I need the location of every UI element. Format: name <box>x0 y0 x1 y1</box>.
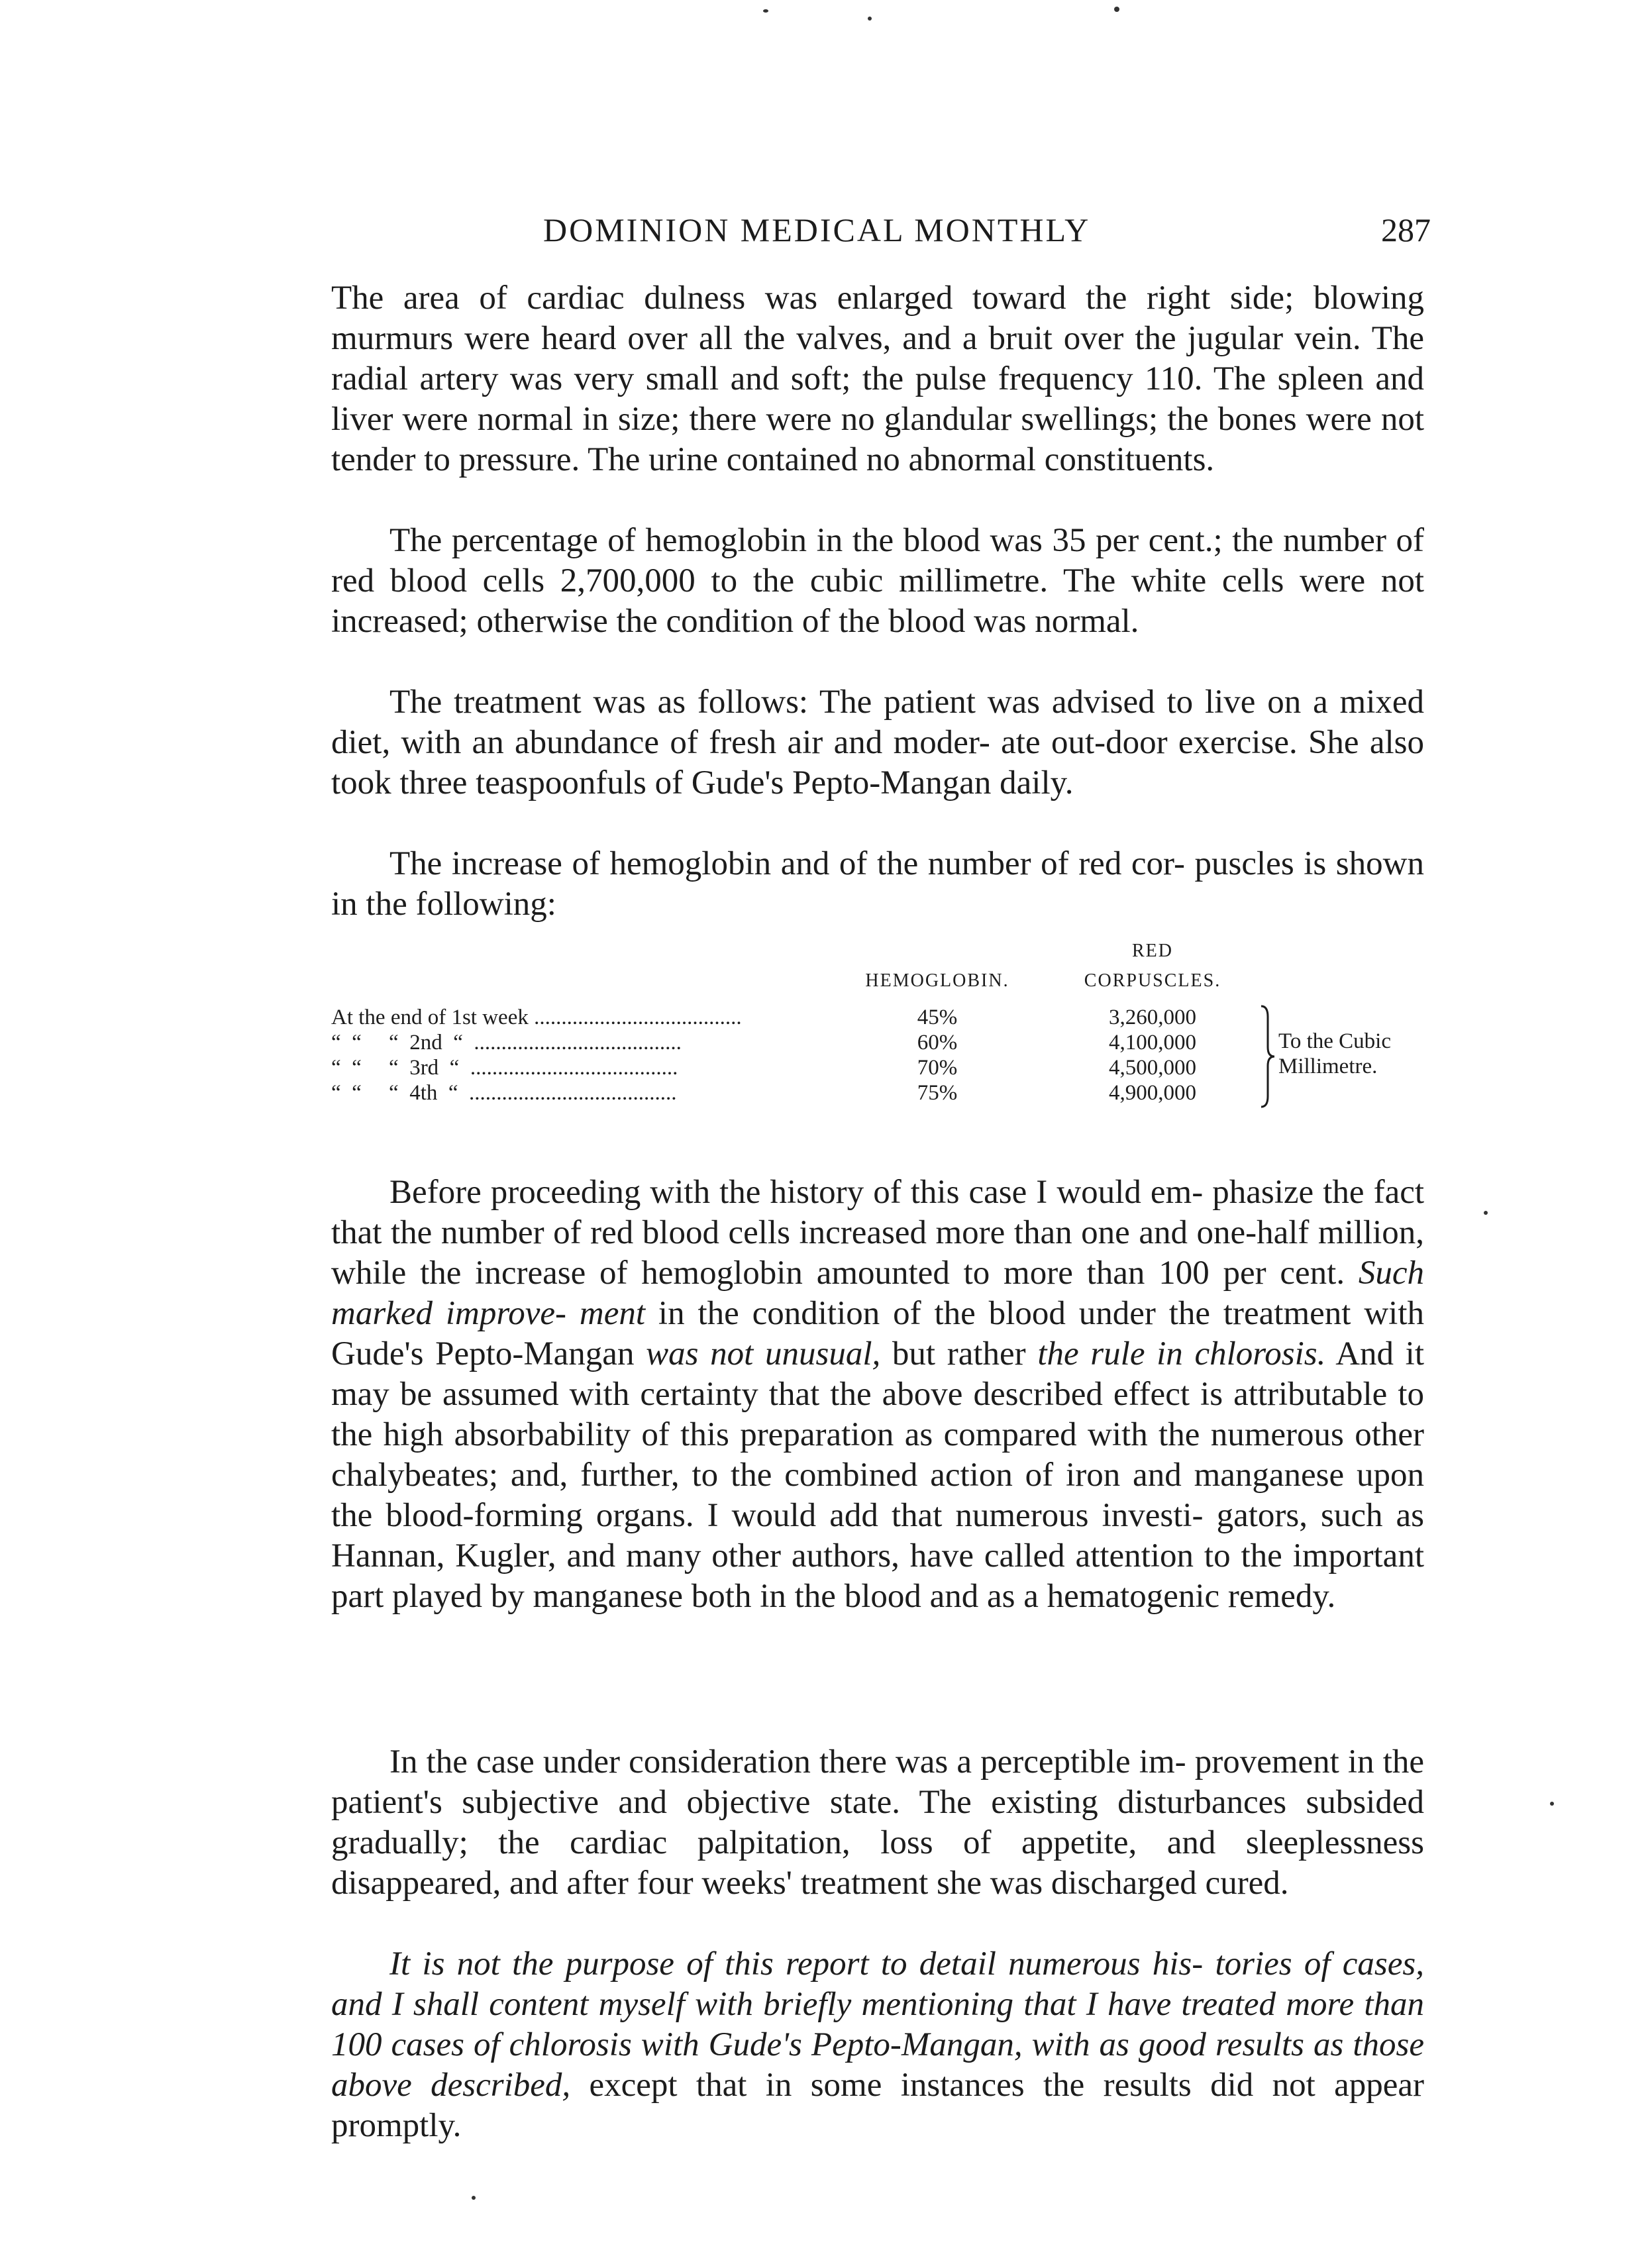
text-line: but rather <box>880 1335 1038 1372</box>
text-line: pressure. The urine contained no abnormal constituents. <box>458 441 1215 478</box>
text-line: preparation as compared with the numerous other chalybeates; <box>331 1416 1424 1494</box>
scan-speck <box>472 2196 476 2200</box>
text-line: blowing murmurs were heard over all the valves, and a bruit over <box>331 280 1425 357</box>
text-line: than one and one-half million, while the increase of hemoglobin <box>331 1214 1425 1292</box>
text-line: provement in the patient's subjective and objective state. The <box>331 1743 1424 1821</box>
text-line: Before proceeding with the history of this case I would em- <box>389 1174 1204 1211</box>
red-corpuscles-cell: 3,260,000 <box>1109 1005 1196 1029</box>
paragraph-1 <box>331 278 1424 480</box>
text-line: loss of appetite, and sleeplessness disappeared, and after four <box>331 1824 1424 1902</box>
text-line: And it may be assumed with certainty that the above <box>331 1335 1425 1413</box>
row-label-cell: “ “ “ 4th “ ...................................... <box>331 1081 677 1105</box>
paragraph-4 <box>331 844 1424 925</box>
brace-icon <box>1259 1004 1278 1109</box>
text-line: called attention to the important part played by manganese both <box>331 1537 1424 1615</box>
text-line: live on a mixed diet, with an abundance of fresh air and moder- <box>331 684 1424 761</box>
column-header-red: RED <box>1132 941 1173 961</box>
column-header-corpuscles: CORPUSCLES. <box>1084 970 1221 991</box>
emphasis-text: the rule in <box>1037 1335 1183 1372</box>
text-line: The white cells were not increased; otherwise the condition of the <box>331 562 1424 640</box>
text-line: phasize the fact that the number of red blood cells increased more <box>331 1174 1425 1251</box>
scan-speck <box>1484 1211 1488 1215</box>
text-line: except that in some instances the results did not appear promptly. <box>331 2067 1425 2144</box>
italic-text-line: It is not the purpose of this report to detail numerous his- <box>389 1945 1204 1983</box>
scan-speck <box>763 9 768 13</box>
text-line: Gude's Pepto-Mangan <box>331 1335 646 1372</box>
text-line: In the case under consideration there was a perceptible im- <box>389 1743 1186 1780</box>
text-line: ate out-door exercise. She also took three teaspoonfuls of Gude's <box>331 724 1425 801</box>
page-header <box>331 211 1431 257</box>
row-label-cell: “ “ “ 3rd “ ...................................... <box>331 1056 678 1080</box>
text-line: amounted to more than 100 per cent. <box>816 1255 1359 1292</box>
row-label-cell: “ “ “ 2nd “ ...................................... <box>331 1031 682 1055</box>
emphasis-text: Such marked improve- <box>331 1255 1424 1332</box>
unit-note <box>1259 1004 1431 1109</box>
text-line: The percentage of hemoglobin in the blood was 35 per cent.; <box>389 522 1223 559</box>
red-corpuscles-cell: 4,900,000 <box>1109 1081 1196 1105</box>
text-line: puscles is shown in the following: <box>331 845 1424 923</box>
text-line: the jugular vein. The radial artery was very small and soft; the <box>331 320 1425 397</box>
emphasis-text: chlorosis. <box>1194 1335 1326 1372</box>
paragraph-3 <box>331 682 1424 803</box>
unit-note-line-2: Millimetre. <box>1278 1055 1378 1078</box>
running-head: DOMINION MEDICAL MONTHLY <box>543 211 1091 248</box>
italic-text-line: tories of cases, and I shall content myself with briefly mentioning <box>331 1945 1424 2023</box>
paragraph-7 <box>331 1944 1424 2146</box>
text-line: existing disturbances subsided gradually; the cardiac palpitation, <box>331 1784 1424 1861</box>
row-label-cell: At the end of 1st week ...................................... <box>331 1005 742 1029</box>
italic-text-line: that I have treated more than 100 cases of chlorosis with Gude's <box>331 1986 1424 2063</box>
scan-speck <box>868 17 872 21</box>
red-corpuscles-cell: 4,500,000 <box>1109 1056 1196 1080</box>
paragraph-6 <box>331 1742 1424 1904</box>
results-table <box>331 934 1431 1153</box>
text-line: the number of red blood cells 2,700,000 to the cubic millimetre. <box>331 522 1424 599</box>
scan-speck <box>1114 7 1119 12</box>
text-line: described effect is attributable to the high absorbability of this <box>331 1376 1425 1453</box>
page-number: 287 <box>1381 211 1431 248</box>
text-line: blood was normal. <box>888 603 1139 640</box>
column-header-hemoglobin: HEMOGLOBIN. <box>865 970 1009 991</box>
unit-note-line-1: To the Cubic <box>1278 1029 1391 1053</box>
hemoglobin-cell: 45% <box>917 1005 958 1029</box>
emphasis-text: ment <box>579 1295 646 1332</box>
emphasis-text: was not unusual, <box>646 1335 881 1372</box>
text-line: The treatment was as follows: The patient was advised to <box>389 684 1194 721</box>
red-corpuscles-cell: 4,100,000 <box>1109 1031 1196 1055</box>
text-line: in the condition of the blood under the treatment with <box>645 1295 1424 1332</box>
text-line: there were no glandular swellings; the bones were not tender to <box>331 401 1425 478</box>
hemoglobin-cell: 75% <box>917 1081 958 1105</box>
text-line: Pepto-Mangan daily. <box>792 764 1074 801</box>
hemoglobin-cell: 70% <box>917 1056 958 1080</box>
paragraph-2 <box>331 521 1424 642</box>
text-line: gators, such as Hannan, Kugler, and many other authors, have <box>331 1497 1425 1574</box>
text-line: weeks' treatment she was discharged cured. <box>701 1865 1289 1902</box>
hemoglobin-cell: 60% <box>917 1031 958 1055</box>
text-line: and, further, to the combined action of iron and manganese upon <box>510 1457 1424 1494</box>
paragraph-5 <box>331 1172 1424 1617</box>
text-line: in the blood and as a hematogenic remedy. <box>760 1578 1336 1615</box>
text-line: The increase of hemoglobin and of the number of red cor- <box>389 845 1185 882</box>
text-line: The area of cardiac dulness was enlarged toward the right side; <box>331 280 1294 317</box>
italic-text-line: Pepto-Mangan, with as good results as those above described, <box>331 2026 1424 2104</box>
text-line: pulse frequency 110. The spleen and liver were normal in size; <box>331 360 1425 438</box>
text-line: the blood-forming organs. I would add that numerous investi- <box>331 1497 1204 1534</box>
scan-speck <box>1550 1802 1554 1806</box>
